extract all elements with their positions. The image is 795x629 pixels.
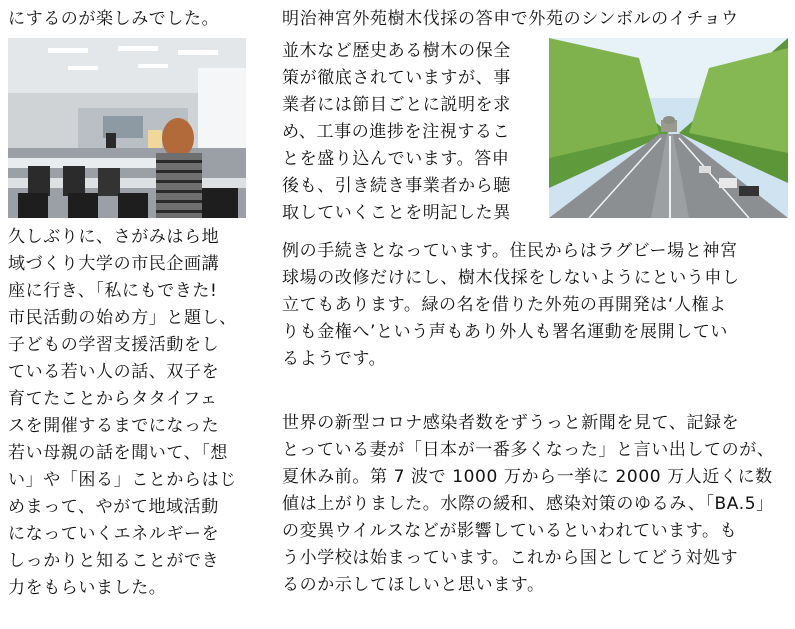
right-text-line: とっている妻が「日本が一番多くなった」と言い出してのが、 (282, 440, 775, 460)
left-text-line: 域づくり大学の市民企画講 (8, 254, 220, 274)
left-text-line: い」や「困る」ことからはじ (8, 470, 237, 490)
left-text-line: 若い母親の話を聞いて、「想 (8, 443, 228, 463)
left-text-line: 育てたことからタタイフェ (8, 389, 218, 409)
right-text-line: 立てもあります。緑の名を借りた外苑の再開発は‘人権よ (282, 295, 727, 315)
right-text-line: 例の手続きとなっています。住民からはラグビー場と神宮 (282, 241, 738, 261)
right-text-line: め、工事の進捗を注視するこ (282, 122, 511, 142)
left-text-line: 座に行き、「私にもできた! (8, 281, 218, 301)
right-text-line: 並木など歴史ある樹木の保全 (282, 41, 511, 61)
right-text-line: 明治神宮外苑樹木伐採の答申で外苑のシンボルのイチョウ (282, 9, 739, 29)
right-text-line: 世界の新型コロナ感染者数をずうっと新聞を見て、記録を (282, 413, 740, 433)
seminar-room-photo (8, 38, 246, 218)
left-text-line: ている若い人の話、双子を (8, 362, 220, 382)
left-text-line: しっかりと知ることができ (8, 551, 220, 571)
right-text-line: とを盛り込んでいます。答申 (282, 149, 510, 169)
left-text-line: になっていくエネルギーを (8, 524, 220, 544)
right-text-line: るようです。 (282, 349, 387, 369)
right-text-line: 値は上がりました。水際の緩和、感染対策のゆるみ、「BA.5」 (282, 494, 774, 514)
right-text-line: 球場の改修だけにし、樹木伐採をしないようにという申し (282, 268, 740, 288)
right-text-line: う小学校は始まっています。これから国としてどう対処す (282, 548, 739, 568)
left-top-line: にするのが楽しみでした。 (8, 9, 220, 29)
right-text-line: 夏休み前。第 7 波で 1000 万から一挙に 2000 万人近くに数 (282, 467, 773, 487)
left-text-line: めまって、やがて地域活動 (8, 497, 219, 517)
right-text-line: 策が徹底されていますが、事 (282, 68, 511, 88)
left-text-line: 力をもらいました。 (8, 578, 167, 598)
right-text-line: りも金権へ’という声もあり外人も署名運動を展開してい (282, 322, 729, 342)
left-text-line: スを開催するまでになった (8, 416, 220, 436)
ginkgo-avenue-photo (549, 38, 788, 218)
left-text-line: 久しぶりに、さがみはら地 (8, 227, 220, 247)
right-text-line: の変異ウイルスなどが影響しているといわれています。も (282, 521, 738, 541)
right-text-line: 後も、引き続き事業者から聴 (282, 176, 511, 196)
right-text-line: るのか示してほしいと思います。 (282, 575, 545, 595)
right-text-line: 取していくことを明記した異 (282, 203, 511, 223)
left-text-line: 市民活動の始め方」と題し、 (8, 308, 237, 328)
right-text-line: 業者には節目ごとに説明を求 (282, 95, 511, 115)
left-text-line: 子どもの学習支援活動をし (8, 335, 220, 355)
